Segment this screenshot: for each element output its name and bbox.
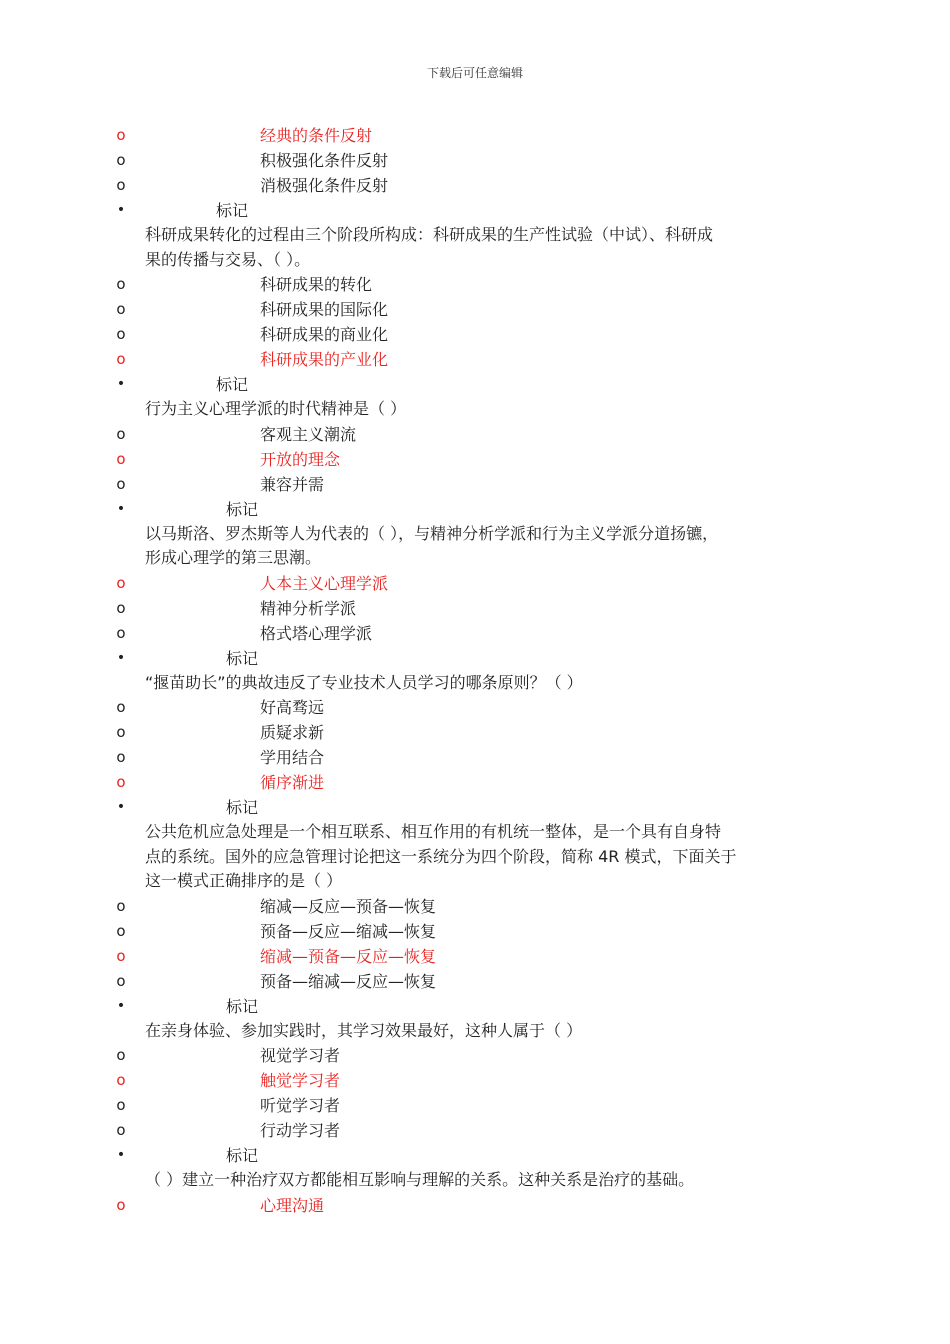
option-label[interactable]: 精神分析学派 <box>260 598 357 618</box>
question-line <box>0 820 950 845</box>
question-line <box>0 869 950 894</box>
option-row[interactable] <box>0 123 950 148</box>
question-line <box>0 397 950 422</box>
option-marker-icon: o <box>116 1096 126 1114</box>
option-marker-icon: o <box>116 1071 126 1089</box>
option-marker-icon: o <box>116 350 126 368</box>
option-row[interactable] <box>0 322 950 347</box>
question-text: 以马斯洛、罗杰斯等人为代表的（ ），与精神分析学派和行为主义学派分道扬镳， <box>145 523 719 543</box>
option-row[interactable] <box>0 1043 950 1068</box>
mark-line <box>0 372 950 397</box>
correct-option-label[interactable]: 缩减—预备—反应—恢复 <box>260 946 437 966</box>
option-row[interactable] <box>0 596 950 621</box>
bullet-icon: • <box>116 799 126 815</box>
document-body <box>0 123 950 1218</box>
option-row[interactable] <box>0 148 950 173</box>
question-text: 形成心理学的第三思潮。 <box>145 548 322 567</box>
option-label[interactable]: 行动学习者 <box>260 1121 341 1140</box>
mark-line <box>0 646 950 671</box>
question-text: 公共危机应急处理是一个相互联系、相互作用的有机统一整体，是一个具有自身特 <box>145 822 722 841</box>
option-label[interactable]: 预备—缩减—反应—恢复 <box>260 971 437 991</box>
option-marker-icon: o <box>116 773 126 791</box>
option-label[interactable]: 消极强化条件反射 <box>260 176 389 195</box>
correct-option-label[interactable]: 科研成果的产业化 <box>260 350 389 369</box>
option-marker-icon: o <box>116 300 126 318</box>
option-label[interactable]: 科研成果的商业化 <box>260 325 389 344</box>
bullet-icon: • <box>116 500 126 517</box>
option-row[interactable] <box>0 919 950 944</box>
option-label[interactable]: 兼容并需 <box>260 474 325 494</box>
correct-option-label[interactable]: 触觉学习者 <box>260 1071 341 1090</box>
option-row[interactable] <box>0 347 950 372</box>
bullet-icon: • <box>116 376 126 392</box>
question-text: 这一模式正确排序的是（ ） <box>145 871 343 890</box>
mark-label[interactable]: 标记 <box>226 798 259 817</box>
option-marker-icon: o <box>116 325 126 343</box>
option-marker-icon: o <box>116 723 126 741</box>
mark-label[interactable]: 标记 <box>216 375 249 394</box>
option-marker-icon: o <box>116 449 126 468</box>
mark-line <box>0 994 950 1019</box>
option-marker-icon: o <box>116 1195 126 1214</box>
option-row[interactable] <box>0 297 950 322</box>
question-text: 行为主义心理学派的时代精神是（ ） <box>145 399 407 418</box>
question-text: 点的系统。国外的应急管理讨论把这一系统分为四个阶段，简称 4R 模式，下面关于 <box>145 846 737 866</box>
option-row[interactable] <box>0 472 950 497</box>
mark-label[interactable]: 标记 <box>226 1146 259 1165</box>
question-line <box>0 223 950 248</box>
question-text: （ ）建立一种治疗双方都能相互影响与理解的关系。这种关系是治疗的基础。 <box>145 1170 695 1189</box>
option-row[interactable] <box>0 571 950 596</box>
option-row[interactable] <box>0 1093 950 1118</box>
mark-label[interactable]: 标记 <box>226 648 259 668</box>
option-label[interactable]: 学用结合 <box>260 748 325 767</box>
option-label[interactable]: 质疑求新 <box>260 723 325 742</box>
mark-line <box>0 198 950 223</box>
option-row[interactable] <box>0 272 950 297</box>
option-label[interactable]: 听觉学习者 <box>260 1096 341 1115</box>
option-marker-icon: o <box>116 573 126 592</box>
bullet-icon: • <box>116 649 126 666</box>
option-row[interactable] <box>0 745 950 770</box>
option-marker-icon: o <box>116 424 126 443</box>
option-row[interactable] <box>0 422 950 447</box>
option-marker-icon: o <box>116 126 126 144</box>
option-row[interactable] <box>0 621 950 646</box>
option-row[interactable] <box>0 695 950 720</box>
option-marker-icon: o <box>116 176 126 194</box>
option-marker-icon: o <box>116 598 126 617</box>
option-label[interactable]: 预备—反应—缩减—恢复 <box>260 921 437 941</box>
mark-line <box>0 795 950 820</box>
option-row[interactable] <box>0 173 950 198</box>
option-marker-icon: o <box>116 946 126 965</box>
mark-label[interactable]: 标记 <box>226 996 259 1016</box>
option-marker-icon: o <box>116 151 126 169</box>
option-row[interactable] <box>0 969 950 994</box>
option-marker-icon: o <box>116 971 126 990</box>
question-text: 在亲身体验、参加实践时，其学习效果最好，这种人属于（ ） <box>145 1020 583 1040</box>
option-label[interactable]: 好高骛远 <box>260 698 325 717</box>
option-row[interactable] <box>0 1118 950 1143</box>
question-line <box>0 546 950 571</box>
option-row[interactable] <box>0 720 950 745</box>
question-line <box>0 248 950 273</box>
option-marker-icon: o <box>116 698 126 716</box>
option-marker-icon: o <box>116 275 126 293</box>
question-text: 果的传播与交易、（ ）。 <box>145 249 311 269</box>
option-marker-icon: o <box>116 921 126 940</box>
option-row[interactable] <box>0 894 950 919</box>
option-marker-icon: o <box>116 1121 126 1139</box>
mark-label[interactable]: 标记 <box>226 499 259 519</box>
option-marker-icon: o <box>116 748 126 766</box>
question-line <box>0 671 950 696</box>
question-text: “揠苗助长”的典故违反了专业技术人员学习的哪条原则？（ ） <box>145 672 583 692</box>
option-label[interactable]: 科研成果的转化 <box>260 275 373 294</box>
mark-label[interactable]: 标记 <box>216 201 249 220</box>
option-row[interactable] <box>0 1068 950 1093</box>
question-line <box>0 1019 950 1044</box>
option-marker-icon: o <box>116 1046 126 1064</box>
option-row[interactable] <box>0 770 950 795</box>
correct-option-label[interactable]: 循序渐进 <box>260 773 325 792</box>
bullet-icon: • <box>116 202 126 218</box>
correct-option-label[interactable]: 心理沟通 <box>260 1195 325 1215</box>
correct-option-label[interactable]: 开放的理念 <box>260 449 341 469</box>
mark-line <box>0 1143 950 1168</box>
question-line <box>0 845 950 870</box>
bullet-icon: • <box>116 997 126 1014</box>
question-line <box>0 1168 950 1193</box>
option-row[interactable] <box>0 944 950 969</box>
page-header: 下载后可任意编辑 <box>426 66 523 80</box>
option-label[interactable]: 格式塔心理学派 <box>260 623 373 643</box>
option-row[interactable] <box>0 1193 950 1218</box>
option-label[interactable]: 积极强化条件反射 <box>260 151 389 170</box>
option-label[interactable]: 客观主义潮流 <box>260 424 357 444</box>
option-marker-icon: o <box>116 474 126 493</box>
bullet-icon: • <box>116 1147 126 1163</box>
option-row[interactable] <box>0 447 950 472</box>
option-marker-icon: o <box>116 623 126 642</box>
option-label[interactable]: 视觉学习者 <box>260 1046 341 1065</box>
option-label[interactable]: 缩减—反应—预备—恢复 <box>260 896 437 916</box>
correct-option-label[interactable]: 经典的条件反射 <box>260 126 373 145</box>
mark-line <box>0 497 950 522</box>
question-text: 科研成果转化的过程由三个阶段所构成：科研成果的生产性试验（中试）、科研成 <box>145 225 714 244</box>
correct-option-label[interactable]: 人本主义心理学派 <box>260 573 389 593</box>
option-label[interactable]: 科研成果的国际化 <box>260 300 389 319</box>
question-line <box>0 522 950 547</box>
option-marker-icon: o <box>116 896 126 915</box>
